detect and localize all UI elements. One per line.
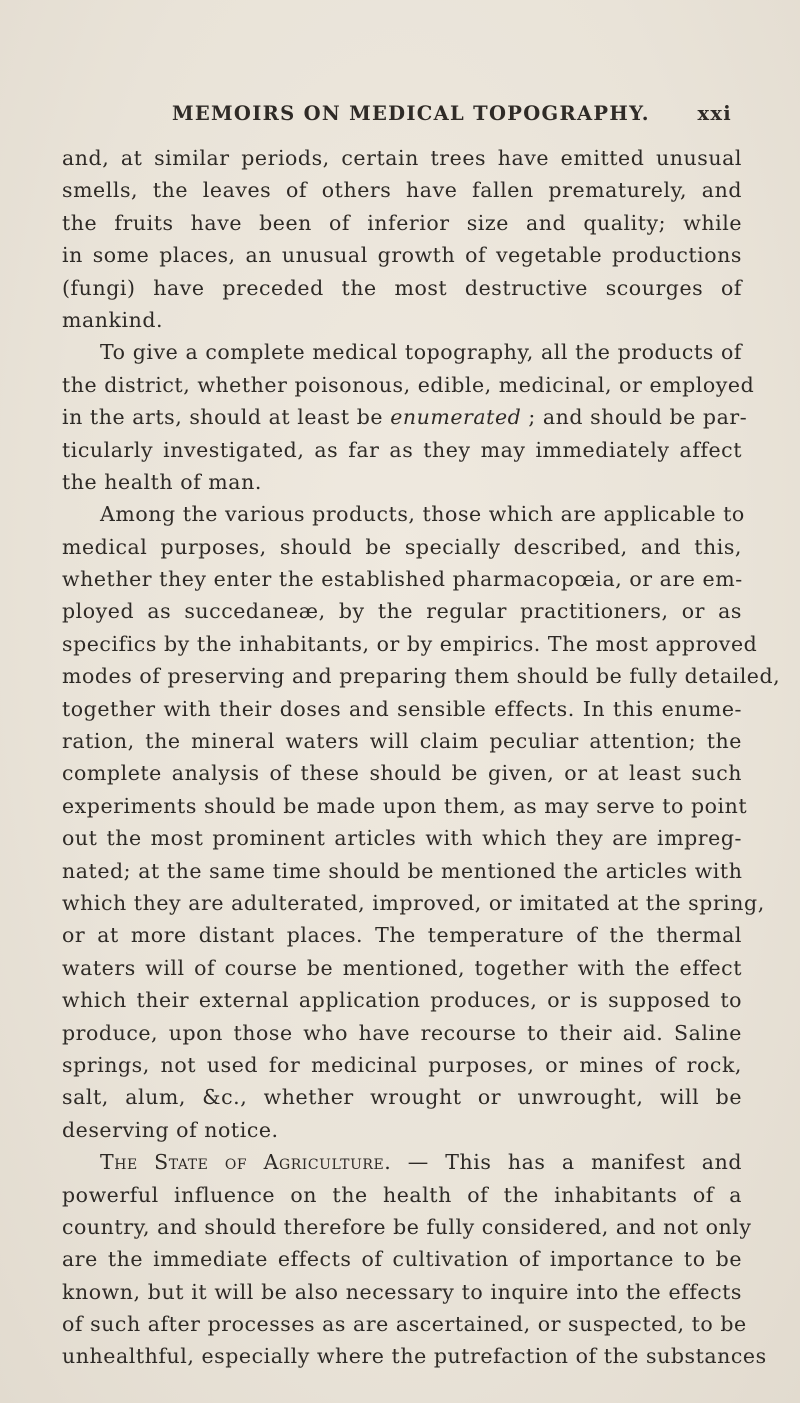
section-heading: The State of Agriculture. — [100, 1150, 392, 1175]
text-line: the health of man. — [62, 469, 262, 494]
text-line: ration, the mineral waters will claim peculiar attention; the — [62, 729, 742, 754]
text-line: ticularly investigated, as far as they may immediately affect — [62, 437, 742, 462]
text-line-part: — This has a manifest and — [391, 1150, 742, 1175]
text-line: known, but it will be also necessary to inquire into the effects — [62, 1279, 742, 1304]
text-line: which their external application produces, or is supposed to — [62, 988, 742, 1013]
text-line: modes of preserving and preparing them should be fully detailed, — [62, 664, 781, 689]
text-line: waters will of course be mentioned, together with the effect — [62, 955, 742, 980]
text-line: which they are adulterated, improved, or imitated at the spring, — [62, 890, 765, 915]
text-line: salt, alum, &c., whether wrought or unwrought, will be — [62, 1085, 742, 1110]
text-line — [62, 401, 748, 433]
text-line: complete analysis of these should be given, or at least such — [62, 761, 742, 786]
running-head — [172, 102, 732, 134]
text-line: unhealthful, especially where the putrefaction of the substances — [62, 1344, 767, 1369]
text-line: country, and should therefore be fully considered, and not only — [62, 1214, 752, 1239]
text-line: To give a complete medical topography, all the products of — [100, 340, 742, 365]
text-line: produce, upon those who have recourse to their aid. Saline — [62, 1020, 742, 1045]
text-line: Among the various products, those which are applicable to — [100, 502, 745, 527]
text-line: whether they enter the established pharmacopœia, or are em- — [62, 567, 743, 592]
text-line-part: ; and should be par- — [521, 405, 748, 430]
emphasized-word: enumerated — [390, 405, 522, 430]
text-line: or at more distant places. The temperature of the thermal — [62, 923, 742, 948]
text-line: (fungi) have preceded the most destructive scourges of — [62, 275, 742, 300]
text-line: the fruits have been of inferior size and quality; while — [62, 210, 742, 235]
text-line: the district, whether poisonous, edible, medicinal, or employed — [62, 372, 755, 397]
text-line: of such after processes as are ascertained, or suspected, to be — [62, 1312, 747, 1337]
text-line: mankind. — [62, 307, 164, 332]
text-line — [62, 1146, 742, 1178]
page-number: xxi — [697, 102, 732, 125]
text-line-part: in the arts, should at least be — [62, 405, 391, 430]
text-line: deserving of notice. — [62, 1117, 279, 1142]
text-line: together with their doses and sensible effects. In this enume- — [62, 696, 742, 721]
text-line: and, at similar periods, certain trees have emitted unusual — [62, 146, 742, 170]
text-line: medical purposes, should be specially described, and this, — [62, 534, 742, 559]
text-line: experiments should be made upon them, as may serve to point — [62, 793, 748, 818]
text-line: nated; at the same time should be mentioned the articles with — [62, 858, 743, 883]
text-line: in some places, an unusual growth of vegetable productions — [62, 243, 742, 268]
text-line: are the immediate effects of cultivation of importance to be — [62, 1247, 742, 1272]
running-head-title: MEMOIRS ON MEDICAL TOPOGRAPHY. — [172, 102, 650, 125]
text-line: smells, the leaves of others have fallen prematurely, and — [62, 178, 742, 203]
text-line: ployed as succedaneæ, by the regular practitioners, or as — [62, 599, 742, 624]
text-line: powerful influence on the health of the inhabitants of a — [62, 1182, 742, 1207]
body-text — [62, 142, 781, 1373]
text-line: springs, not used for medicinal purposes, or mines of rock, — [62, 1052, 742, 1077]
text-line: out the most prominent articles with which they are impreg- — [62, 826, 742, 851]
text-line: specifics by the inhabitants, or by empirics. The most approved — [62, 631, 758, 656]
